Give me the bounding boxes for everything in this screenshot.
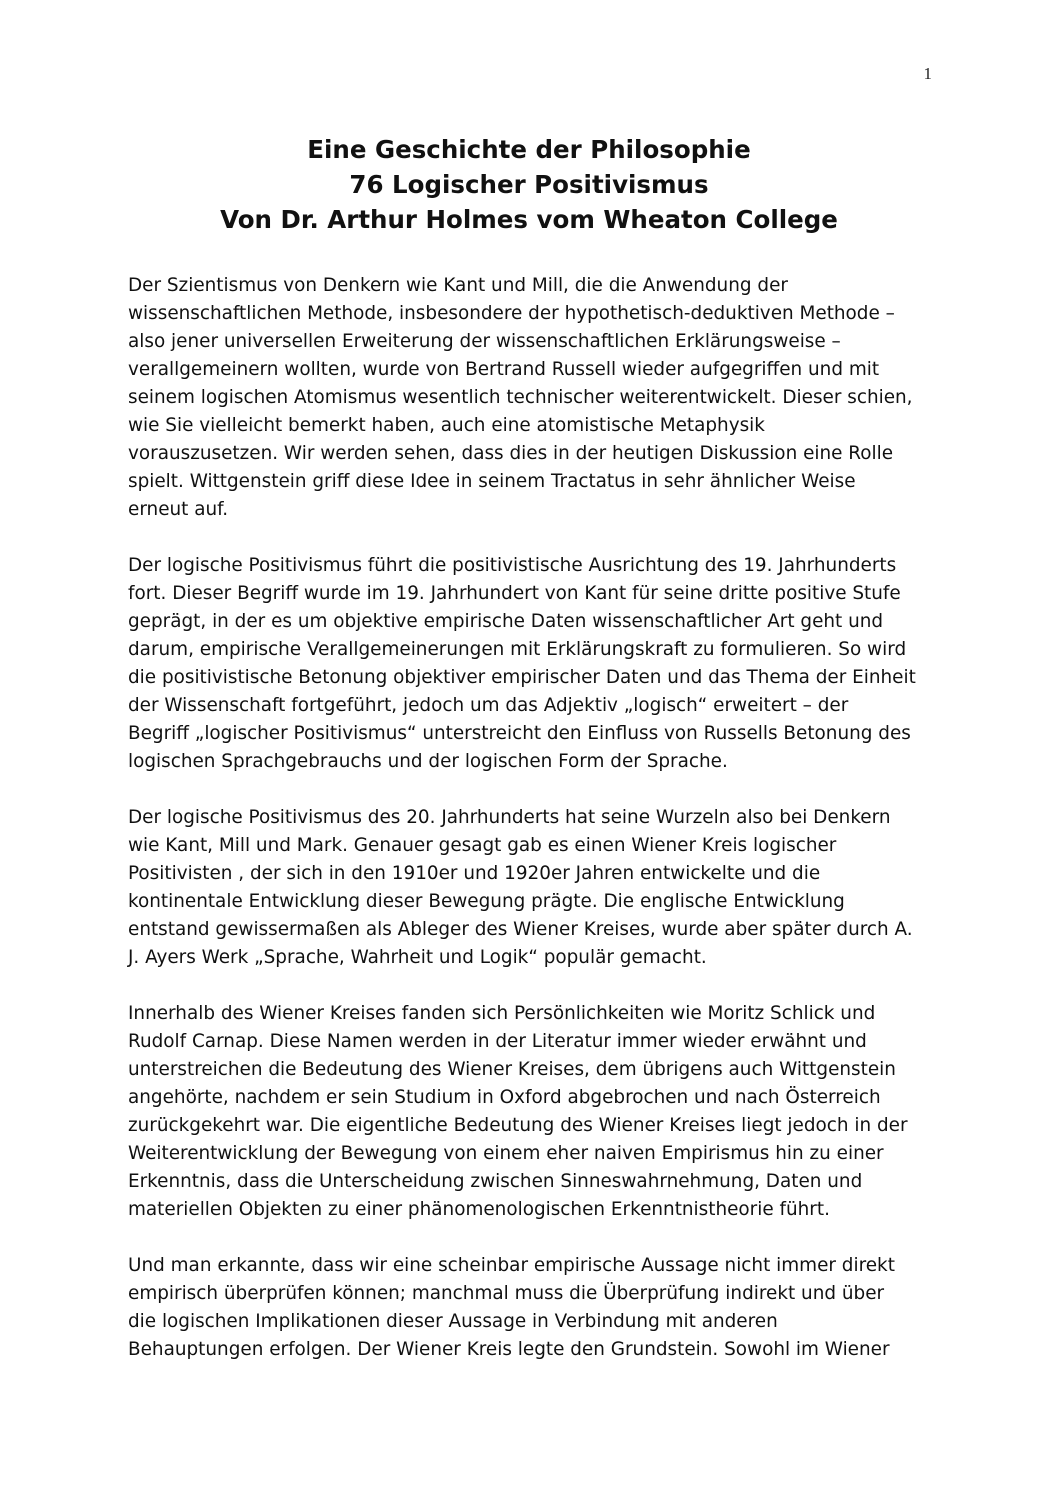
text-line: materiellen Objekten zu einer phänomenologischen Erkenntnistheorie führt. (128, 1199, 830, 1220)
text-line: die positivistische Betonung objektiver empirischer Daten und das Thema der Einheit (128, 667, 916, 688)
text-line: fort. Dieser Begriff wurde im 19. Jahrhundert von Kant für seine dritte positive Stufe (128, 583, 901, 604)
text-line: der Wissenschaft fortgeführt, jedoch um das Adjektiv „logisch“ erweitert – der (128, 695, 849, 716)
text-line: verallgemeinern wollten, wurde von Bertrand Russell wieder aufgegriffen und mit (128, 359, 880, 380)
text-line: Behauptungen erfolgen. Der Wiener Kreis legte den Grundstein. Sowohl im Wiener (128, 1339, 890, 1360)
title-line: Eine Geschichte der Philosophie (307, 135, 751, 164)
text-line: also jener universellen Erweiterung der wissenschaftlichen Erklärungsweise – (128, 331, 841, 352)
text-line: entstand gewissermaßen als Ableger des Wiener Kreises, wurde aber später durch A. (128, 919, 913, 940)
text-line: Positivisten , der sich in den 1910er und 1920er Jahren entwickelte und die (128, 863, 821, 884)
text-line: Begriff „logischer Positivismus“ unterstreicht den Einfluss von Russells Betonung des (128, 723, 911, 744)
text-line: Der logische Positivismus führt die positivistische Ausrichtung des 19. Jahrhunderts (128, 555, 897, 576)
text-line: Innerhalb des Wiener Kreises fanden sich Persönlichkeiten wie Moritz Schlick und (128, 1003, 876, 1024)
paragraph (128, 552, 940, 776)
text-line: wissenschaftlichen Methode, insbesondere der hypothetisch-deduktiven Methode – (128, 303, 895, 324)
text-line: vorauszusetzen. Wir werden sehen, dass dies in der heutigen Diskussion eine Rolle (128, 443, 894, 464)
text-line: empirisch überprüfen können; manchmal muss die Überprüfung indirekt und über (128, 1283, 885, 1304)
text-line: Und man erkannte, dass wir eine scheinbar empirische Aussage nicht immer direkt (128, 1255, 895, 1276)
document-body (128, 272, 940, 1392)
text-line: geprägt, in der es um objektive empirische Daten wissenschaftlicher Art geht und (128, 611, 884, 632)
text-line: J. Ayers Werk „Sprache, Wahrheit und Logik“ populär gemacht. (128, 947, 707, 968)
paragraph (128, 1000, 940, 1224)
text-line: angehörte, nachdem er sein Studium in Oxford abgebrochen und nach Österreich (128, 1087, 881, 1108)
text-line: die logischen Implikationen dieser Aussage in Verbindung mit anderen (128, 1311, 778, 1332)
text-line: unterstreichen die Bedeutung des Wiener Kreises, dem übrigens auch Wittgenstein (128, 1059, 896, 1080)
author-line: Von Dr. Arthur Holmes vom Wheaton College (220, 205, 838, 234)
text-line: logischen Sprachgebrauchs und der logischen Form der Sprache. (128, 751, 728, 772)
document-title (0, 132, 1058, 237)
text-line: Erkenntnis, dass die Unterscheidung zwischen Sinneswahrnehmung, Daten und (128, 1171, 863, 1192)
text-line: Rudolf Carnap. Diese Namen werden in der Literatur immer wieder erwähnt und (128, 1031, 867, 1052)
text-line: wie Kant, Mill und Mark. Genauer gesagt gab es einen Wiener Kreis logischer (128, 835, 837, 856)
text-line: Der Szientismus von Denkern wie Kant und Mill, die die Anwendung der (128, 275, 788, 296)
text-line: spielt. Wittgenstein griff diese Idee in seinem Tractatus in sehr ähnlicher Weise (128, 471, 856, 492)
text-line: kontinentale Entwicklung dieser Bewegung prägte. Die englische Entwicklung (128, 891, 845, 912)
subtitle-line: 76 Logischer Positivismus (349, 170, 709, 199)
paragraph (128, 804, 940, 972)
paragraph (128, 1252, 940, 1364)
text-line: Weiterentwicklung der Bewegung von einem eher naiven Empirismus hin zu einer (128, 1143, 884, 1164)
paragraph (128, 272, 940, 524)
text-line: darum, empirische Verallgemeinerungen mit Erklärungskraft zu formulieren. So wird (128, 639, 907, 660)
text-line: seinem logischen Atomismus wesentlich technischer weiterentwickelt. Dieser schien, (128, 387, 913, 408)
text-line: zurückgekehrt war. Die eigentliche Bedeutung des Wiener Kreises liegt jedoch in der (128, 1115, 908, 1136)
text-line: Der logische Positivismus des 20. Jahrhunderts hat seine Wurzeln also bei Denkern (128, 807, 891, 828)
page-number: 1 (923, 64, 932, 83)
text-line: wie Sie vielleicht bemerkt haben, auch eine atomistische Metaphysik (128, 415, 765, 436)
text-line: erneut auf. (128, 499, 229, 520)
